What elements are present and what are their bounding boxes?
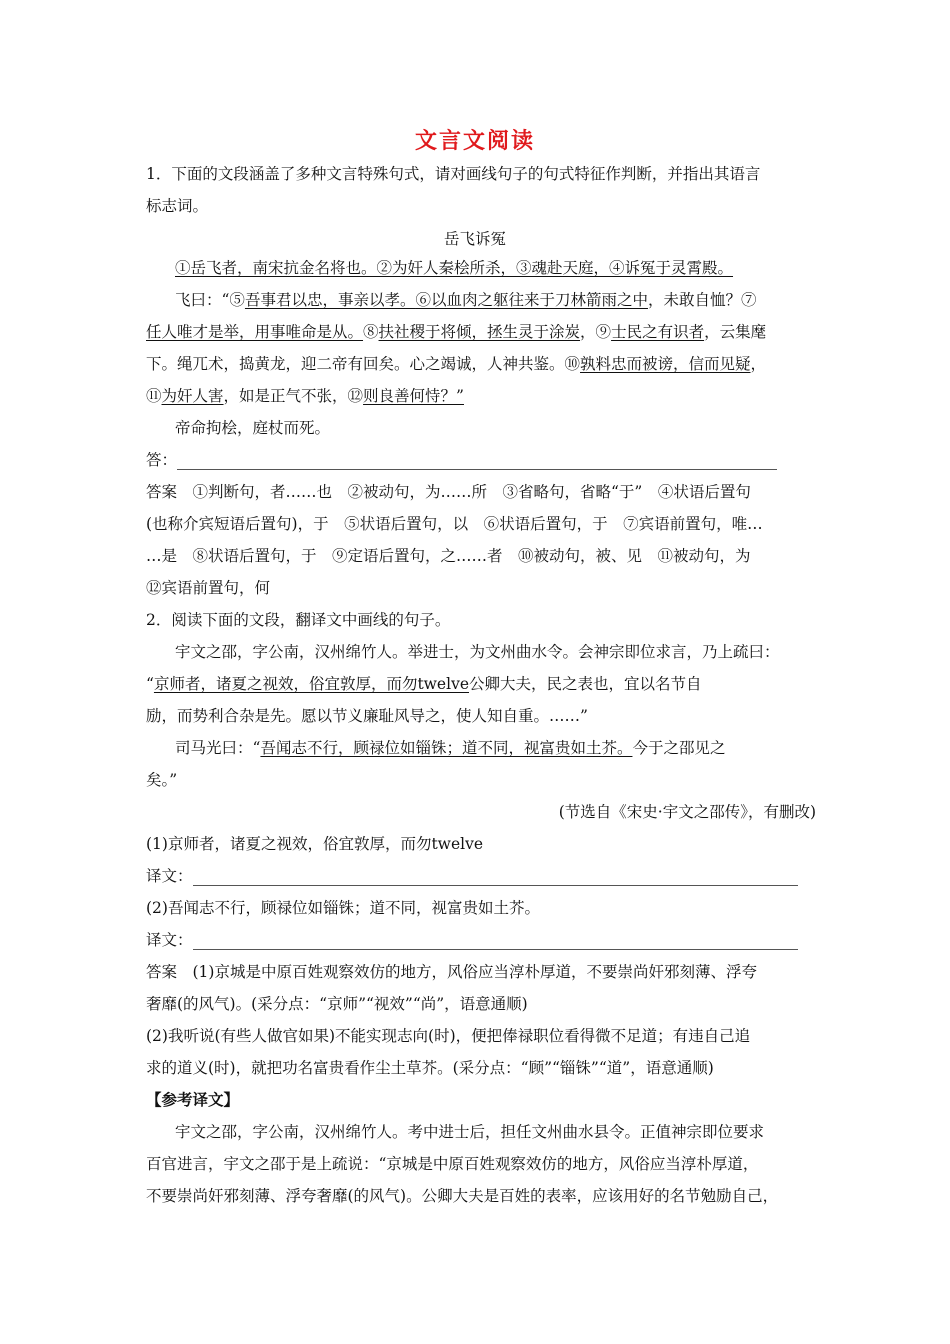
text: ，未敢自恤？⑦ [647,291,757,309]
q2-prompt: 2．阅读下面的文段，翻译文中画线的句子。 [146,611,451,629]
text: “ [146,675,154,693]
underlined-sentence-2: 吾闻志不行，顾禄位如锱铢；道不同，视富贵如土芥。 [260,739,633,757]
passage-paragraph-2-line-3 [146,354,816,374]
q2-answer-line-4: 求的道义(时)，就把功名富贵看作尘土草芥。(采分点：“顾”“锱铢”“道”，语意通顺) [146,1059,714,1077]
passage-paragraph-1 [175,258,845,278]
q2-answer-line-3: (2)我听说(有些人做官如果)不能实现志向(时)，便把俸禄职位看得微不足道；有违自己追 [146,1027,751,1045]
text: ，⑨ [580,323,612,341]
q2-passage-line-2 [146,674,816,694]
q1-answer-line-2: (也称介宾短语后置句)，于 ⑤状语后置句，以 ⑥状语后置句，于 ⑦宾语前置句，唯… [146,515,763,533]
underlined-sentence-5: 吾事君以忠，事亲以孝。 [244,291,416,309]
q1-answer-line-3: …是 ⑧状语后置句，于 ⑨定语后置句，之……者 ⑩被动句，被、见 ⑪被动句，为 [146,547,751,565]
q2-answer-line-2: 奢靡(的风气)。(采分点：“京师”“视效”“尚”，语意通顺) [146,995,528,1013]
text: ，云集麾 [704,323,767,341]
underlined-sentence-6: ⑥以血肉之躯往来于刀林箭雨之中 [415,291,648,309]
underlined-sentence-11: 为奸人害 [161,387,224,405]
q1-answer-line-1: 答案 ①判断句，者……也 ②被动句，为……所 ③省略句，省略“于” ④状语后置句 [146,483,751,501]
text: 飞曰：“⑤ [175,291,245,309]
reference-line-1: 宇文之邵，字公南，汉州绵竹人。考中进士后，担任文州曲水县令。正值神宗即位要求 [175,1123,765,1141]
text: 下。绳兀术，捣黄龙，迎二帝有回矣。心之竭诚，人神共鉴。⑩ [146,355,581,373]
text: 司马光曰：“ [175,739,261,757]
q2-passage-line-3: 励，而势利合杂是先。愿以节义廉耻风导之，使人知自重。……” [146,707,588,725]
q2-answer-line-1: 答案 (1)京城是中原百姓观察效仿的地方，风俗应当淳朴厚道，不要崇尚奸邪刻薄、浮夸 [146,963,757,981]
q2-passage-line-1: 宇文之邵，字公南，汉州绵竹人。举进士，为文州曲水令。会神宗即位求言，乃上疏曰： [175,643,780,661]
sentence-1: (1)京师者，诸夏之视效，俗宜敦厚，而勿twelve [146,835,484,853]
answer-line [146,450,816,470]
passage-heading: 岳飞诉冤 [443,230,506,248]
passage-paragraph-3: 帝命拘桧，庭杖而死。 [175,419,331,437]
q2-passage-line-4 [175,738,845,758]
text: ， [750,355,767,373]
source-citation: (节选自《宋史·宇文之邵传》，有删改) [558,803,816,821]
text: ⑪ [146,387,162,405]
reference-line-3: 不要崇尚奸邪刻薄、浮夸奢靡(的风气)。公卿大夫是百姓的表率，应该用好的名节勉励自己， [146,1187,779,1205]
underlined-sentence-10: 孰料忠而被谤，信而见疑 [580,355,751,373]
translation-blank-1[interactable] [193,871,798,886]
translation-label: 译文： [146,867,193,885]
passage-paragraph-2-line-4 [146,386,816,406]
q2-passage-line-5: 矣。” [146,771,178,789]
underlined-sentence-1: 京师者，诸夏之视效，俗宜敦厚，而勿twelve [153,675,469,693]
underlined-sentence-7: 任人唯才是举，用事唯命是从。 [146,323,364,341]
translation-line-2 [146,930,816,950]
underlined-sentence-8: 扶社稷于将倾，拯生灵于涂炭 [378,323,581,341]
text: ⑧ [363,323,379,341]
translation-line-1 [146,866,816,886]
text: ，如是正气不张，⑫ [223,387,364,405]
reference-translation-label: 【参考译文】 [146,1090,240,1109]
underlined-sentence-9: 士民之有识者 [611,323,705,341]
reference-line-2: 百官进言，宇文之邵于是上疏说：“京城是中原百姓观察效仿的地方，风俗应当淳朴厚道， [146,1155,759,1173]
translation-blank-2[interactable] [193,935,798,950]
q1-answer-line-4: ⑫宾语前置句，何 [146,579,271,597]
q1-prompt-line-1: 1．下面的文段涵盖了多种文言特殊句式，请对画线句子的句式特征作判断，并指出其语言 [146,165,761,183]
text: 公卿大夫，民之表也，宜以名节自 [469,675,702,693]
q1-prompt-line-2: 标志词。 [146,197,209,215]
page-title: 文言文阅读 [414,129,535,154]
answer-label: 答： [146,451,178,469]
passage-paragraph-2-line-1 [175,290,845,310]
sentence-2: (2)吾闻志不行，顾禄位如锱铢；道不同，视富贵如土芥。 [146,899,540,917]
passage-paragraph-2-line-2 [146,322,816,342]
underlined-sentence-12: 则良善何恃？” [363,387,464,405]
underlined-sentences-1-4: ①岳飞者，南宋抗金名将也。②为奸人秦桧所杀，③魂赴天庭，④诉冤于灵霄殿。 [175,259,734,277]
text: 今于之邵见之 [632,739,726,757]
answer-blank[interactable] [177,455,777,470]
translation-label: 译文： [146,931,193,949]
